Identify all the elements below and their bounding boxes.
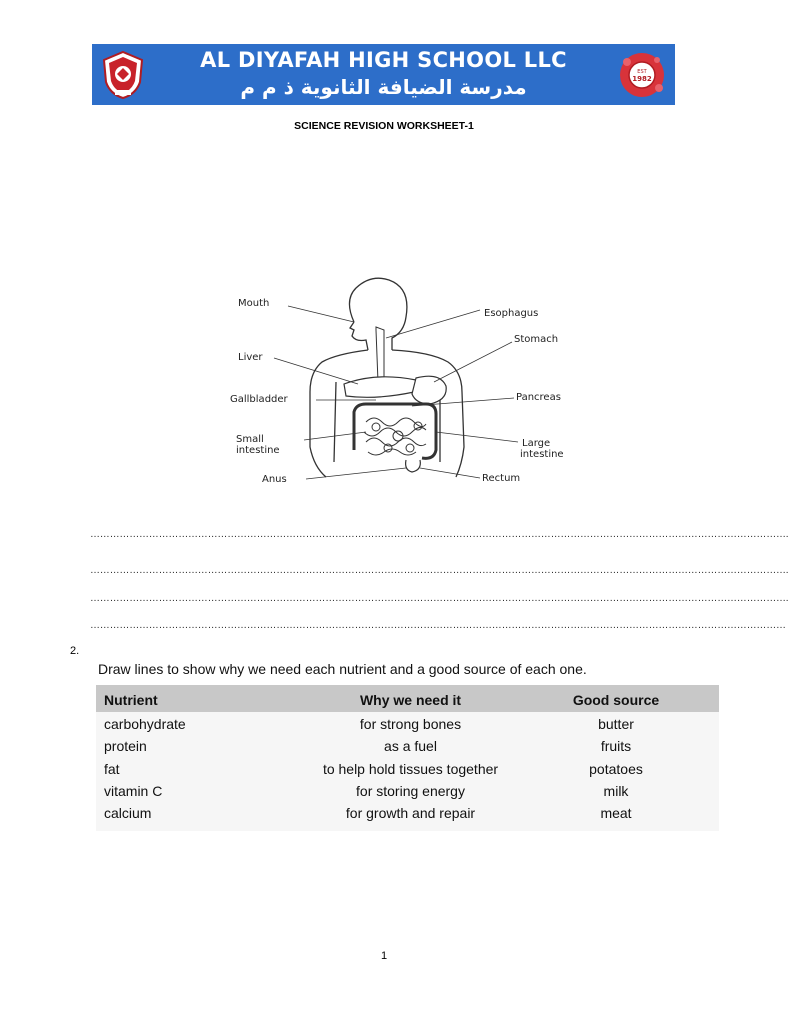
question-number: 2.: [70, 645, 80, 657]
worksheet-title: SCIENCE REVISION WORKSHEET-1: [294, 120, 474, 132]
label-rectum: Rectum: [482, 473, 521, 484]
label-large-intestine: Large: [522, 438, 551, 449]
table-cell-source: fruits: [600, 738, 632, 754]
label-pancreas: Pancreas: [516, 392, 561, 403]
table-cell-nutrient: fat: [104, 761, 120, 777]
answer-line: …………………………………………………………………………………………………………………………………………………………………………………………….: [90, 529, 788, 540]
header-why-we-need-it: Why we need it: [359, 692, 462, 708]
answer-line: ……………………………………………………………………………………………………………………………………………………………………………………………: [90, 620, 786, 631]
digestive-system-diagram: [226, 272, 590, 490]
label-large-intestine-2: intestine: [520, 449, 564, 460]
page-number: 1: [380, 950, 388, 962]
label-gallbladder: Gallbladder: [230, 394, 288, 405]
answer-line: …………………………………………………………………………………………………………………………………………………………………………………………….: [90, 593, 788, 604]
table-cell-source: butter: [598, 716, 634, 732]
table-cell-source: potatoes: [589, 761, 643, 777]
label-anus: Anus: [262, 474, 287, 485]
nutrient-table: [96, 685, 719, 831]
table-cell-why: for growth and repair: [345, 805, 476, 821]
table-cell-nutrient: calcium: [104, 805, 152, 821]
table-cell-nutrient: vitamin C: [104, 783, 163, 799]
school-name-english: AL DIYAFAH HIGH SCHOOL LLC: [200, 48, 567, 72]
label-small-intestine-2: intestine: [236, 445, 280, 456]
question-instruction: Draw lines to show why we need each nutrient and a good source of each one.: [98, 661, 587, 677]
label-esophagus: Esophagus: [484, 308, 539, 319]
header-good-source: Good source: [572, 692, 660, 708]
school-name-arabic: مدرسة الضيافة الثانوية ذ م م: [240, 75, 527, 99]
answer-line: …………………………………………………………………………………………………………………………………………………………………………………………….: [90, 565, 788, 576]
table-header-row: [96, 685, 719, 712]
header-nutrient: Nutrient: [104, 692, 158, 708]
est-year: 1982: [632, 75, 652, 83]
label-mouth: Mouth: [238, 298, 270, 309]
table-cell-source: meat: [600, 805, 632, 821]
label-liver: Liver: [238, 352, 263, 363]
label-small-intestine: Small: [236, 434, 264, 445]
school-header-banner: [92, 44, 675, 105]
table-cell-nutrient: protein: [104, 738, 147, 754]
table-cell-why: as a fuel: [384, 738, 437, 754]
table-cell-why: for storing energy: [356, 783, 465, 799]
est-label: EST: [637, 69, 647, 75]
table-cell-why: for strong bones: [359, 716, 462, 732]
table-cell-nutrient: carbohydrate: [104, 716, 186, 732]
table-cell-why: to help hold tissues together: [322, 761, 499, 777]
label-stomach: Stomach: [514, 334, 559, 345]
est-badge-logo: [617, 50, 667, 100]
table-cell-source: milk: [603, 783, 629, 799]
